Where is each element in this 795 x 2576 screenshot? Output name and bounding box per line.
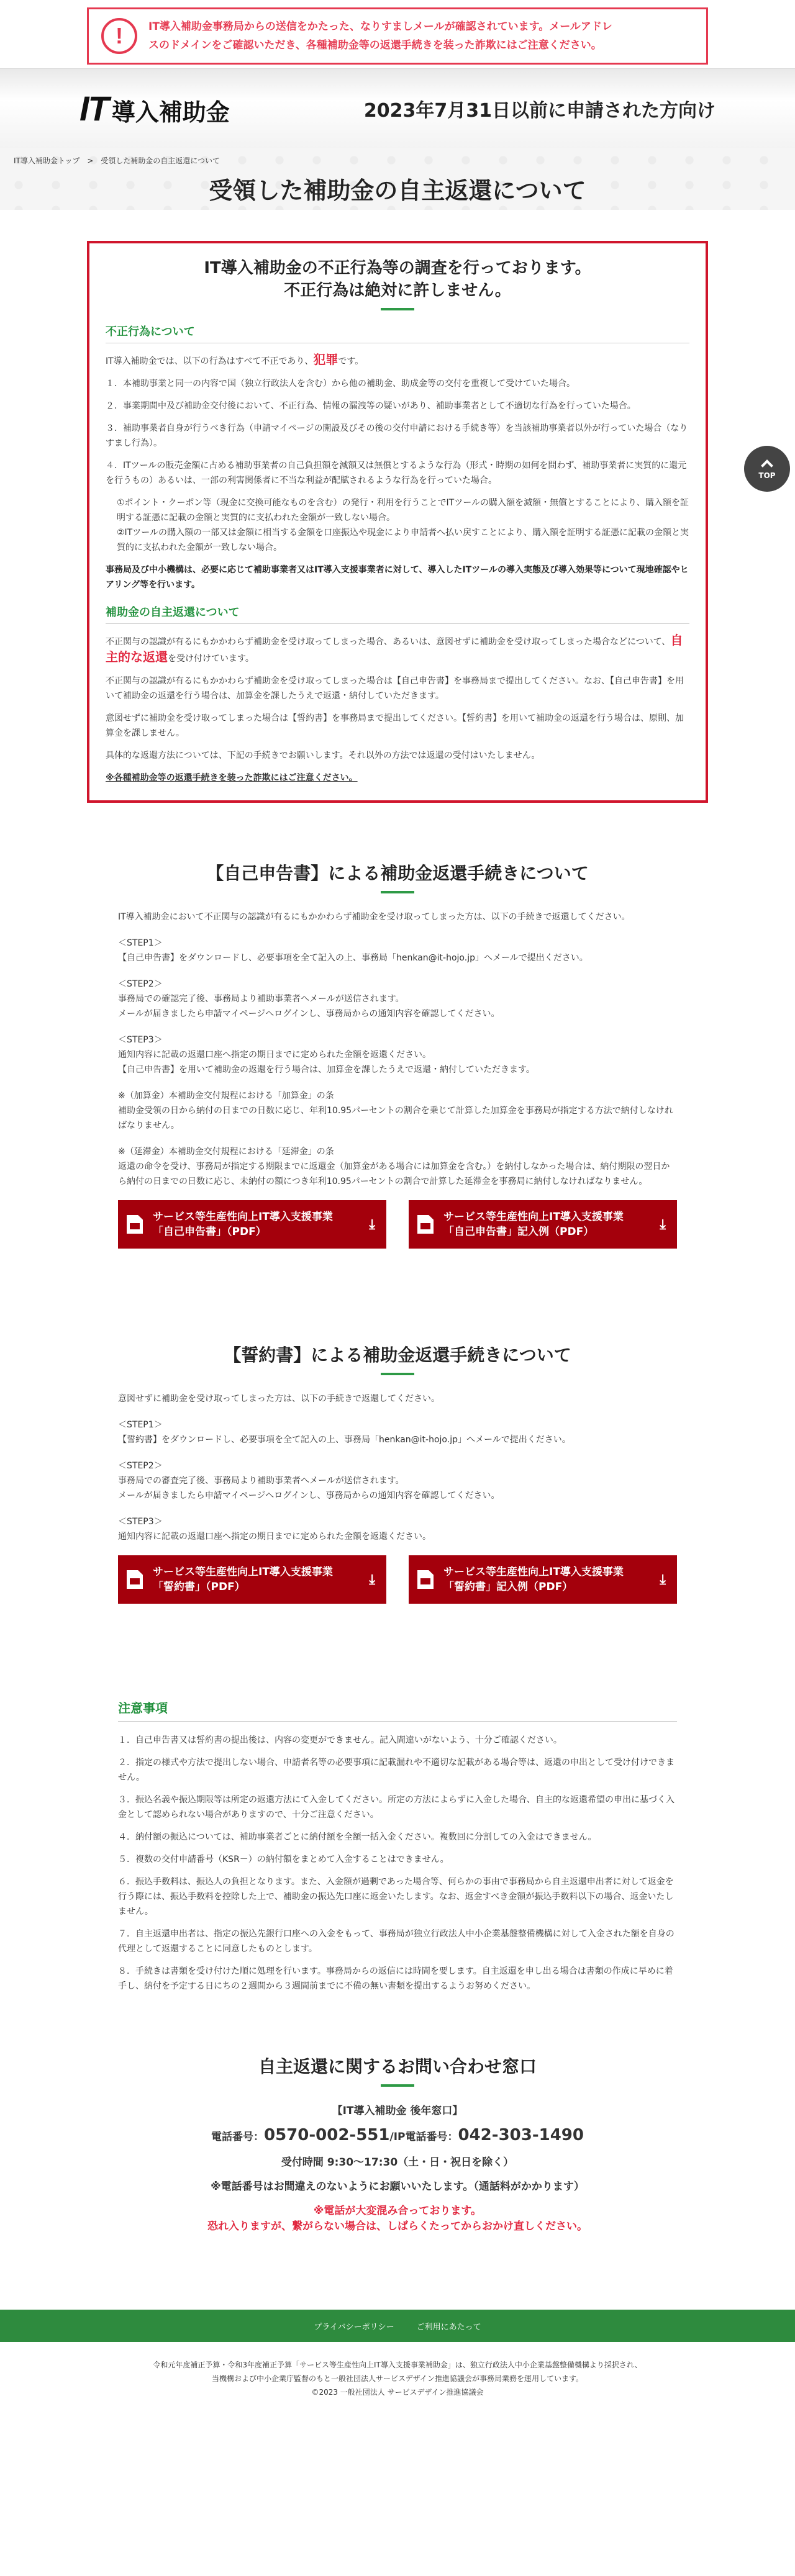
top-label: TOP	[758, 471, 776, 480]
step-1-text: 【自己申告書】をダウンロードし、必要事項を全て記入の上、事務局「henkan@it-hojo.jp」へメールで提出ください。	[118, 953, 588, 963]
pledge-steps	[118, 1391, 677, 1544]
self-report-step-2	[118, 977, 677, 1021]
note-item: １．自己申告書又は誓約書の提出後は、内容の変更ができません。記入間違いがないよう、十分ご確認ください。	[118, 1735, 562, 1745]
note-item: ８．手続きは書類を受け付けた順に処理を行います。事務局からの返信には時間を要します。自主返還を申し出る場合は書類の作成に早めに着手し、納付を予定する日にちの２週間から３週間前までに不備の無い書類を提出するようお努めください。	[118, 1966, 673, 1991]
pledge-step-2	[118, 1458, 677, 1503]
self-report-pdf-button[interactable]	[118, 1200, 386, 1249]
alert-line-2: スのドメインをご確認いただき、各種補助金等の返還手続きを装った詐欺にはご注意ください。	[148, 39, 602, 52]
return-p4: 具体的な返還方法については、下記の手続きでお願いします。それ以外の方法では返還の受付はいたしません。	[106, 751, 540, 761]
copyright: ©2023 一般社団法人 サービスデザイン推進協議会	[311, 2388, 484, 2397]
scam-warning: ※各種補助金等の返還手続きを装った詐欺にはご注意ください。	[106, 773, 358, 783]
pdf-icon	[127, 1570, 143, 1589]
alert-line-1: IT導入補助金事務局からの送信をかたった、なりすましメールが確認されています。メールアドレ	[148, 20, 612, 33]
step-2-line-2: メールが届きましたら申請マイページへログインし、事務局からの通知内容を確認してください。	[118, 1009, 500, 1019]
breadcrumb-home-link[interactable]: IT導入補助金トップ	[14, 156, 80, 165]
fraud-item-2: ２．事業期間中及び補助金交付後において、不正行為、情報の漏洩等の疑いがあり、補助事業者として不適切な行為を行っていた場合。	[106, 401, 636, 411]
download-icon: ⤓	[660, 1216, 666, 1232]
button-label	[443, 1209, 660, 1239]
footer-nav	[0, 2310, 795, 2342]
self-report-steps	[118, 910, 677, 1189]
contact-phones	[118, 2126, 677, 2144]
self-report-underline	[381, 891, 414, 893]
footer-info	[0, 2342, 795, 2399]
pledge-example-pdf-button[interactable]	[409, 1555, 677, 1604]
pdf-icon	[417, 1215, 434, 1234]
breadcrumb-current: 受領した補助金の自主返還について	[101, 156, 220, 165]
button-label	[443, 1565, 660, 1594]
header-tagline: 2023年7月31日以前に申請された方向け	[363, 99, 716, 122]
note-item: ７．自主返還申出者は、指定の振込先銀行口座への入金をもって、事務局が独立行政法人中小企業基盤整備機構に対して入金された額を自身の代理として返還することに同意したものとします。	[118, 1929, 675, 1954]
note-item: ４．納付額の振込については、補助事業者ごとに納付額を全額一括入金ください。複数回に分割しての入金はできません。	[118, 1832, 597, 1842]
download-icon: ⤓	[660, 1571, 666, 1588]
late-fee-text: 返還の命令を受け、事務局が指定する期限までに返還金（加算金がある場合には加算金を含む。）を納付しなかった場合は、納付期限の翌日から納付の日までの日数に応じ、未納付の額につき年利10.95パーセントの割合で計算した延滞金を事務局に納付しなければなりません。	[118, 1162, 670, 1186]
tel-label: 電話番号：	[211, 2131, 264, 2143]
step-2-line-1: 事務局での審査完了後、事務局より補助事業者へメールが送信されます。	[118, 1476, 404, 1486]
fraud-notice-box	[87, 241, 708, 803]
title-underline	[381, 308, 414, 310]
exclamation-icon: !	[101, 18, 137, 54]
site-logo[interactable]	[80, 88, 230, 129]
contact-name: 【IT導入補助金 後年窓口】	[332, 2105, 463, 2117]
voluntary-return-emphasis: 自主的な返還	[106, 633, 683, 664]
page-hero	[0, 148, 795, 210]
surcharge-label: ※（加算金）本補助金交付規程における「加算金」の条	[118, 1091, 334, 1101]
return-p1	[106, 633, 689, 666]
download-icon: ⤓	[369, 1216, 375, 1232]
fraud-intro	[106, 352, 689, 369]
return-p2: 不正関与の認識が有るにもかかわらず補助金を受け取ってしまった場合は【自己申告書】を事務局まで提出してください。なお、【自己申告書】を用いて補助金の返還を行う場合は、加算金を課したうえで返還・納付していただきます。	[106, 676, 684, 701]
button-label	[153, 1209, 369, 1239]
step-1-text: 【誓約書】をダウンロードし、必要事項を全て記入の上、事務局「henkan@it-hojo.jp」へメールで提出ください。	[118, 1435, 571, 1445]
busy-notice-2: 恐れ入りますが、繋がらない場合は、しばらくたってからおかけ直しください。	[207, 2220, 588, 2233]
step-3-label: ＜STEP3＞	[118, 1035, 163, 1045]
button-label-line-2: 「誓約書」記入例（PDF）	[443, 1581, 573, 1593]
pledge-underline	[381, 1373, 414, 1375]
step-3-text: 通知内容に記載の返還口座へ指定の期日までに定められた金額を返還ください。	[118, 1532, 431, 1542]
alert-banner-wrap	[0, 0, 795, 68]
download-icon: ⤓	[369, 1571, 375, 1588]
fraud-intro-end: です。	[338, 356, 364, 366]
fraud-sub-1: ①ポイント・クーポン等（現金に交換可能なものを含む）の発行・利用を行うことでITツールの購入額を減額・無償とすることにより、購入額を証明する証憑に記載の金額と実質的に支払われた金額が一致しない場合。	[117, 498, 689, 523]
pdf-icon	[127, 1215, 143, 1234]
contact-title: 自主返還に関するお問い合わせ窓口	[258, 2056, 537, 2077]
self-report-intro: IT導入補助金において不正関与の認識が有るにもかかわらず補助金を受け取ってしまった方は、以下の手続きで返還してください。	[118, 912, 630, 922]
fraud-heading: 不正行為について	[106, 323, 689, 343]
breadcrumb-separator: >	[87, 156, 94, 165]
late-fee-note	[118, 1144, 677, 1189]
step-3-line-1: 通知内容に記載の返還口座へ指定の期日までに定められた金額を返還ください。	[118, 1050, 431, 1060]
footer-info-line-1: 令和元年度補正予算・令和3年度補正予算「サービス等生産性向上IT導入支援事業補助金」は、独立行政法人中小企業基盤整備機構より採択され、	[153, 2361, 642, 2369]
button-label-line-1: サービス等生産性向上IT導入支援事業	[443, 1566, 624, 1578]
back-to-top-button[interactable]	[744, 446, 790, 492]
inspection-note: 事務局及び中小機構は、必要に応じて補助事業者又はIT導入支援事業者に対して、導入したITツールの導入実態及び導入効果等について現地確認やヒアリング等を行います。	[106, 565, 689, 590]
chevron-up-icon	[761, 459, 773, 472]
step-3-label: ＜STEP3＞	[118, 1517, 163, 1527]
terms-of-use-link[interactable]: ご利用にあたって	[416, 2322, 481, 2332]
return-p1-text: 不正関与の認識が有るにもかかわらず補助金を受け取ってしまった場合、あるいは、意図せずに補助金を受け取ってしまった場合などについて、	[106, 637, 671, 647]
fraud-item-1: １．本補助事業と同一の内容で国（独立行政法人を含む）から他の補助金、助成金等の交付を重複して受けていた場合。	[106, 379, 575, 389]
notice-title-line-1: IT導入補助金の不正行為等の調査を行っております。	[204, 259, 591, 278]
step-2-line-2: メールが届きましたら申請マイページへログインし、事務局からの通知内容を確認してください。	[118, 1491, 500, 1501]
note-item: ５．複数の交付申請番号（KSR－）の納付額をまとめて入金することはできません。	[118, 1855, 449, 1864]
pledge-title: 【誓約書】による補助金返還手続きについて	[224, 1345, 571, 1365]
footer-info-line-2: 当機構および中小企業庁監督のもと一般社団法人サービスデザイン推進協議会が事務局業務を運用しています。	[212, 2374, 583, 2383]
crime-emphasis: 犯罪	[313, 352, 338, 367]
step-2-label: ＜STEP2＞	[118, 979, 163, 989]
step-3-line-2: 【自己申告書】を用いて補助金の返還を行う場合は、加算金を課したうえで返還・納付していただきます。	[118, 1065, 535, 1075]
ip-tel-number[interactable]: 042-303-1490	[458, 2126, 584, 2144]
note-item: ３．振込名義や振込期限等は所定の返還方法にて入金してください。所定の方法によらずに入金した場合、自主的な返還希望の申出に基づく入金として認められない場合がありますので、十分ご注意ください。	[118, 1795, 675, 1820]
contact-warning: ※電話番号はお間違えのないようにお願いいたします。（通話料がかかります）	[211, 2181, 584, 2193]
pledge-section	[118, 1335, 677, 1604]
step-2-label: ＜STEP2＞	[118, 1461, 163, 1471]
self-report-downloads	[118, 1200, 677, 1249]
notice-title-line-2: 不正行為は絶対に許しません。	[284, 281, 511, 300]
busy-notice-1: ※電話が大変混み合っております。	[313, 2205, 482, 2217]
button-label-line-2: 「自己申告書」（PDF）	[153, 1226, 266, 1238]
step-1-label: ＜STEP1＞	[118, 938, 163, 948]
return-p1-end: を受け付けています。	[168, 654, 254, 664]
self-report-example-pdf-button[interactable]	[409, 1200, 677, 1249]
notice-title	[106, 257, 689, 302]
self-report-section	[118, 854, 677, 1249]
logo-name: 導入補助金	[111, 99, 230, 126]
fraud-intro-text: IT導入補助金では、以下の行為はすべて不正であり、	[106, 356, 314, 366]
return-heading: 補助金の自主返還について	[106, 603, 689, 624]
step-2-line-1: 事務局での確認完了後、事務局より補助事業者へメールが送信されます。	[118, 994, 404, 1004]
alert-text	[148, 17, 612, 55]
fraud-item-3: ３．補助事業者自身が行うべき行為（申請マイページの開設及びその後の交付申請における手続き等）を当該補助事業者以外が行っていた場合（なりすまし行為）。	[106, 423, 688, 448]
surcharge-text: 補助金受領の日から納付の日までの日数に応じ、年利10.95パーセントの割合を乗じて計算した加算金を事務局が指定する方法で納付しなければなりません。	[118, 1106, 673, 1131]
button-label-line-2: 「誓約書」（PDF）	[153, 1581, 245, 1593]
pledge-intro: 意図せずに補助金を受け取ってしまった方は、以下の手続きで返還してください。	[118, 1394, 440, 1404]
self-report-step-1	[118, 936, 677, 965]
breadcrumb	[14, 155, 225, 166]
return-p3: 意図せずに補助金を受け取ってしまった場合は【誓約書】を事務局まで提出してください。【誓約書】を用いて補助金の返還を行う場合は、原則、加算金を課しません。	[106, 713, 684, 738]
step-1-label: ＜STEP1＞	[118, 1420, 163, 1430]
pdf-icon	[417, 1570, 434, 1589]
fraud-sub-2: ②ITツールの購入額の一部又は金額に相当する金額を口座振込や現金により申請者へ払い戻すことにより、購入額を証明する証憑に記載の金額と実質的に支払われた金額が一致しない場合。	[117, 528, 689, 553]
pledge-step-3	[118, 1514, 677, 1544]
notes-heading: 注意事項	[118, 1698, 677, 1722]
self-report-step-3	[118, 1033, 677, 1077]
surcharge-note	[118, 1088, 677, 1133]
late-fee-label: ※（延滞金）本補助金交付規程における「延滞金」の条	[118, 1147, 334, 1157]
page-title: 受領した補助金の自主返還について	[209, 177, 586, 204]
fraud-item-4: ４．ITツールの販売金額に占める補助事業者の自己負担額を減額又は無償とするような行為（形式・時期の如何を問わず、補助事業者に実質的に還元を行うもの）あるいは、一部の利害関係者に不当な利益が配賦されるような行為を行っていた場合。	[106, 461, 687, 486]
scam-alert-banner	[87, 7, 708, 65]
button-label-line-1: サービス等生産性向上IT導入支援事業	[153, 1566, 333, 1578]
note-item: ６．振込手数料は、振込人の負担となります。また、入金額が過剰であった場合等、何らかの事由で事務局から自主返還申出者に対して返金を行う際には、振込手数料を控除した上で、補助金の振込先口座に返金いたします。なお、返金すべき金額が振込手数料以下の場合、返金いたしません。	[118, 1877, 674, 1917]
contact-underline	[381, 2084, 414, 2087]
tel-number[interactable]: 0570-002-551	[264, 2126, 390, 2144]
privacy-policy-link[interactable]: プライバシーポリシー	[314, 2322, 394, 2332]
ip-tel-label: /IP電話番号：	[389, 2131, 458, 2143]
button-label-line-1: サービス等生産性向上IT導入支援事業	[153, 1211, 333, 1223]
notes-section	[118, 1698, 677, 1994]
pledge-step-1	[118, 1417, 677, 1447]
button-label-line-1: サービス等生産性向上IT導入支援事業	[443, 1211, 624, 1223]
note-item: ２．指定の様式や方法で提出しない場合、申請者名等の必要事項に記載漏れや不適切な記載がある場合等は、返還の申出として受け付けできません。	[118, 1758, 675, 1783]
contact-section	[118, 2053, 677, 2233]
pledge-pdf-button[interactable]	[118, 1555, 386, 1604]
pledge-downloads	[118, 1555, 677, 1604]
self-report-title: 【自己申告書】による補助金返還手続きについて	[206, 863, 589, 884]
contact-hours: 受付時間 9:30〜17:30（土・日・祝日を除く）	[281, 2156, 514, 2169]
button-label	[153, 1565, 369, 1594]
site-header	[0, 68, 795, 148]
button-label-line-2: 「自己申告書」記入例（PDF）	[443, 1226, 594, 1238]
logo-it: IT	[80, 89, 108, 128]
